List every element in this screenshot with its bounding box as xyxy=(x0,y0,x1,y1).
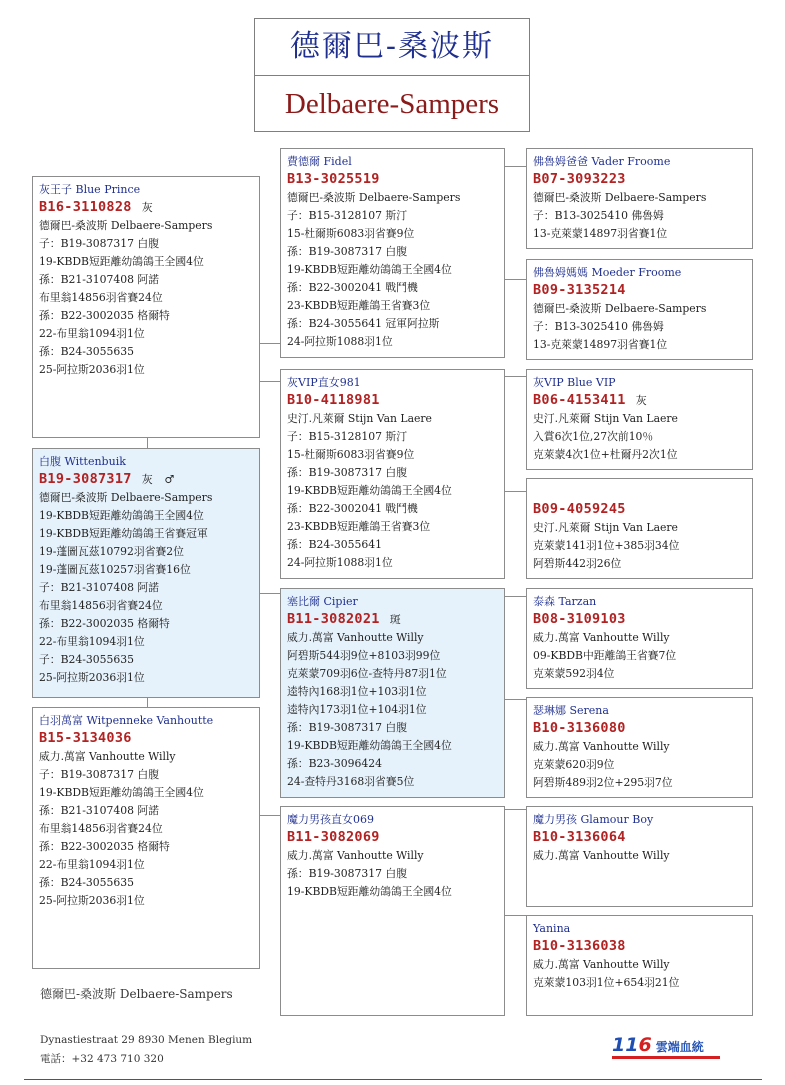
connector-line xyxy=(504,596,526,597)
logo-number-accent: 6 xyxy=(638,1034,652,1056)
pigeon-color: 斑 xyxy=(389,613,402,626)
ring-number: B06-4153411 xyxy=(533,392,626,408)
pigeon-card-subject-main xyxy=(32,448,260,698)
pedigree-line: 威力.萬富 Vanhoutte Willy xyxy=(533,849,670,862)
ring-number: B11-3082069 xyxy=(287,829,380,845)
pedigree-line: 19-KBDB短距離幼鴿鴿王全國4位 xyxy=(287,263,452,276)
pedigree-line: 24-阿拉斯1088羽1位 xyxy=(287,556,393,569)
pedigree-line: 09-KBDB中距離鴿王省賽7位 xyxy=(533,649,677,662)
pedigree-line: 孫：B21-3107408 阿諾 xyxy=(39,273,160,286)
pigeon-name: 塞比爾 Cipier xyxy=(287,595,358,608)
pedigree-title-chinese: 德爾巴-桑波斯 xyxy=(255,19,529,76)
pigeon-name: 費德爾 Fidel xyxy=(287,155,352,168)
pedigree-line: 19-KBDB短距離幼鴿鴿王全國4位 xyxy=(39,509,204,522)
pedigree-line: 13-克萊蒙14897羽省賽1位 xyxy=(533,338,668,351)
pedigree-line: 克萊蒙4次1位+杜爾丹2次1位 xyxy=(533,448,678,461)
pedigree-line: 克萊蒙141羽1位+385羽34位 xyxy=(533,539,680,552)
ring-number: B10-3136038 xyxy=(533,938,626,954)
pedigree-line: 24-查特丹3168羽省賽5位 xyxy=(287,775,415,788)
pedigree-line: 孫：B23-3096424 xyxy=(287,757,382,770)
pedigree-line: 孫：B24-3055641 冠軍阿拉斯 xyxy=(287,317,440,330)
connector-line xyxy=(147,697,148,707)
pedigree-line: 子：B15-3128107 斯汀 xyxy=(287,209,408,222)
connector-line xyxy=(504,279,526,280)
logo-number: 11 xyxy=(612,1034,639,1056)
pigeon-name: 魔力男孩 Glamour Boy xyxy=(533,813,654,826)
pedigree-line: 孫：B24-3055641 xyxy=(287,538,382,551)
pedigree-title-box xyxy=(254,18,530,132)
pigeon-name xyxy=(533,484,746,500)
pigeon-card-grandparent-1 xyxy=(526,148,753,249)
pigeon-name: Yanina xyxy=(533,922,571,935)
pedigree-line: 阿碧斯544羽9位+8103羽99位 xyxy=(287,649,441,662)
pedigree-line: 25-阿拉斯2036羽1位 xyxy=(39,894,145,907)
connector-line xyxy=(504,699,526,700)
pedigree-line: 22-布里翁1094羽1位 xyxy=(39,635,145,648)
pigeon-name: 白羽萬富 Witpenneke Vanhoutte xyxy=(39,714,214,727)
pedigree-line: 23-KBDB短距離鴿王省賽3位 xyxy=(287,520,431,533)
pigeon-name: 灰王子 Blue Prince xyxy=(39,183,141,196)
pedigree-line: 19-KBDB短距離幼鴿鴿王全國4位 xyxy=(287,885,452,898)
pigeon-color-sex: 灰 ♂ xyxy=(141,473,175,486)
pedigree-line: 入賞6次1位,27次前10％ xyxy=(533,430,654,443)
pedigree-line: 孫：B22-3002041 戰鬥機 xyxy=(287,502,418,515)
pigeon-card-grandparent-7 xyxy=(526,806,753,907)
pedigree-line: 19-蓬圖瓦茲10257羽省賽16位 xyxy=(39,563,191,576)
pedigree-line: 德爾巴-桑波斯 Delbaere-Sampers xyxy=(39,491,213,504)
pedigree-line: 德爾巴-桑波斯 Delbaere-Sampers xyxy=(533,302,707,315)
pedigree-line: 24-阿拉斯1088羽1位 xyxy=(287,335,393,348)
connector-line xyxy=(259,593,280,594)
pedigree-line: 15-杜爾斯6083羽省賽9位 xyxy=(287,448,415,461)
pigeon-color: 灰 xyxy=(635,394,648,407)
logo-text: 雲端血統 xyxy=(655,1040,704,1054)
pedigree-line: 威力.萬富 Vanhoutte Willy xyxy=(533,740,670,753)
pedigree-line: 孫：B22-3002035 格爾特 xyxy=(39,309,170,322)
pedigree-line: 克萊蒙709羽6位-查特丹87羽1位 xyxy=(287,667,447,680)
pedigree-line: 威力.萬富 Vanhoutte Willy xyxy=(533,631,670,644)
pedigree-line: 子：B24-3055635 xyxy=(39,653,134,666)
pedigree-line: 19-KBDB短距離幼鴿鴿王全國4位 xyxy=(287,739,452,752)
pedigree-line: 逵特內168羽1位+103羽1位 xyxy=(287,685,427,698)
pedigree-line: 孫：B24-3055635 xyxy=(39,876,134,889)
pigeon-name: 佛魯姆爸爸 Vader Froome xyxy=(533,155,671,168)
pedigree-line: 孫：B22-3002035 格爾特 xyxy=(39,617,170,630)
pigeon-name: 佛魯姆媽媽 Moeder Froome xyxy=(533,266,682,279)
pigeon-card-grandparent-3 xyxy=(526,369,753,470)
pedigree-line: 威力.萬富 Vanhoutte Willy xyxy=(533,958,670,971)
connector-line xyxy=(504,915,526,916)
pedigree-line: 子：B15-3128107 斯汀 xyxy=(287,430,408,443)
pedigree-line: 孫：B19-3087317 白腹 xyxy=(287,867,408,880)
pedigree-line: 阿碧斯442羽26位 xyxy=(533,557,622,570)
pigeon-name: 瑟琳娜 Serena xyxy=(533,704,609,717)
pigeon-name: 灰VIP直女981 xyxy=(287,376,361,389)
pedigree-line: 19-蓬圖瓦茲10792羽省賽2位 xyxy=(39,545,184,558)
ring-number: B15-3134036 xyxy=(39,730,132,746)
pedigree-line: 子：B19-3087317 白腹 xyxy=(39,768,160,781)
pedigree-line: 威力.萬富 Vanhoutte Willy xyxy=(287,849,424,862)
pigeon-card-sire xyxy=(280,148,505,358)
ring-number: B10-4118981 xyxy=(287,392,380,408)
pedigree-line: 逵特內173羽1位+104羽1位 xyxy=(287,703,427,716)
pedigree-line: 22-布里翁1094羽1位 xyxy=(39,327,145,340)
pigeon-name: 灰VIP Blue VIP xyxy=(533,376,616,389)
pedigree-line: 15-杜爾斯6083羽省賽9位 xyxy=(287,227,415,240)
pigeon-name: 魔力男孩直女069 xyxy=(287,813,374,826)
ring-number: B09-3135214 xyxy=(533,282,626,298)
pedigree-line: 子：B19-3087317 白腹 xyxy=(39,237,160,250)
pedigree-line: 孫：B22-3002041 戰鬥機 xyxy=(287,281,418,294)
pedigree-line: 威力.萬富 Vanhoutte Willy xyxy=(39,750,176,763)
pedigree-line: 19-KBDB短距離幼鴿鴿王全國4位 xyxy=(39,255,204,268)
pedigree-line: 德爾巴-桑波斯 Delbaere-Sampers xyxy=(533,191,707,204)
pedigree-line: 孫：B24-3055635 xyxy=(39,345,134,358)
pedigree-line: 史汀.凡萊爾 Stijn Van Laere xyxy=(287,412,432,425)
ring-number: B10-3136080 xyxy=(533,720,626,736)
pedigree-line: 23-KBDB短距離鴿王省賽3位 xyxy=(287,299,431,312)
breeder-name: 德爾巴-桑波斯 Delbaere-Sampers xyxy=(40,987,233,1001)
ring-number: B16-3110828 xyxy=(39,199,132,215)
pedigree-title-english: Delbaere-Sampers xyxy=(284,88,500,120)
pedigree-line: 阿碧斯489羽2位+295羽7位 xyxy=(533,776,673,789)
pedigree-line: 13-克萊蒙14897羽省賽1位 xyxy=(533,227,668,240)
pedigree-line: 25-阿拉斯2036羽1位 xyxy=(39,363,145,376)
pedigree-line: 德爾巴-桑波斯 Delbaere-Sampers xyxy=(287,191,461,204)
pigeon-color: 灰 xyxy=(141,201,154,214)
ring-number: B07-3093223 xyxy=(533,171,626,187)
pigeon-card-grandparent-4 xyxy=(526,478,753,579)
pigeon-card-dam-top xyxy=(280,369,505,579)
pedigree-line: 25-阿拉斯2036羽1位 xyxy=(39,671,145,684)
pedigree-line: 布里翁14856羽省賽24位 xyxy=(39,291,163,304)
pigeon-name: 白腹 Wittenbuik xyxy=(39,455,126,468)
connector-line xyxy=(504,166,526,167)
pedigree-line: 22-布里翁1094羽1位 xyxy=(39,858,145,871)
pedigree-line: 子：B13-3025410 佛魯姆 xyxy=(533,320,664,333)
pedigree-line: 史汀.凡萊爾 Stijn Van Laere xyxy=(533,521,678,534)
pedigree-line: 19-KBDB短距離幼鴿鴿王省賽冠軍 xyxy=(39,527,208,540)
pedigree-line: 史汀.凡萊爾 Stijn Van Laere xyxy=(533,412,678,425)
pigeon-card-subject-top xyxy=(32,176,260,438)
pigeon-card-subject-bottom xyxy=(32,707,260,969)
cloud-pedigree-logo xyxy=(612,1034,722,1056)
pedigree-line: 克萊蒙592羽4位 xyxy=(533,667,615,680)
pigeon-card-sire-bottom xyxy=(280,588,505,798)
pigeon-card-grandparent-5 xyxy=(526,588,753,689)
pedigree-line: 孫：B21-3107408 阿諾 xyxy=(39,804,160,817)
ring-number: B08-3109103 xyxy=(533,611,626,627)
connector-line xyxy=(504,809,526,810)
pedigree-line: 子：B21-3107408 阿諾 xyxy=(39,581,160,594)
pigeon-name: 泰森 Tarzan xyxy=(533,595,597,608)
ring-number: B11-3082021 xyxy=(287,611,380,627)
pedigree-line: 19-KBDB短距離幼鴿鴿王全國4位 xyxy=(287,484,452,497)
pedigree-line: 孫：B19-3087317 白腹 xyxy=(287,721,408,734)
pigeon-card-grandparent-6 xyxy=(526,697,753,798)
ring-number: B13-3025519 xyxy=(287,171,380,187)
pigeon-card-grandparent-2 xyxy=(526,259,753,360)
pigeon-card-dam-bottom xyxy=(280,806,505,1016)
pedigree-line: 19-KBDB短距離幼鴿鴿王全國4位 xyxy=(39,786,204,799)
pedigree-line: 布里翁14856羽省賽24位 xyxy=(39,599,163,612)
connector-line xyxy=(504,491,526,492)
ring-number: B10-3136064 xyxy=(533,829,626,845)
connector-line xyxy=(504,376,526,377)
pedigree-line: 孫：B19-3087317 白腹 xyxy=(287,466,408,479)
pedigree-line: 克萊蒙620羽9位 xyxy=(533,758,615,771)
pedigree-line: 布里翁14856羽省賽24位 xyxy=(39,822,163,835)
pedigree-line: 克萊蒙103羽1位+654羽21位 xyxy=(533,976,680,989)
connector-line xyxy=(259,815,280,816)
breeder-phone: 電話：+32 473 710 320 xyxy=(40,1053,164,1065)
pedigree-line: 孫：B22-3002035 格爾特 xyxy=(39,840,170,853)
logo-underline xyxy=(612,1056,720,1059)
pedigree-line: 德爾巴-桑波斯 Delbaere-Sampers xyxy=(39,219,213,232)
connector-line xyxy=(259,343,280,344)
pedigree-line: 子：B13-3025410 佛魯姆 xyxy=(533,209,664,222)
breeder-address: Dynastiestraat 29 8930 Menen Blegium xyxy=(40,1034,253,1046)
pedigree-line: 威力.萬富 Vanhoutte Willy xyxy=(287,631,424,644)
ring-number: B19-3087317 xyxy=(39,471,132,487)
pigeon-card-grandparent-8 xyxy=(526,915,753,1016)
pedigree-line: 孫：B19-3087317 白腹 xyxy=(287,245,408,258)
connector-line xyxy=(259,381,280,382)
ring-number: B09-4059245 xyxy=(533,501,626,517)
connector-line xyxy=(147,437,148,448)
bottom-divider xyxy=(24,1079,762,1080)
